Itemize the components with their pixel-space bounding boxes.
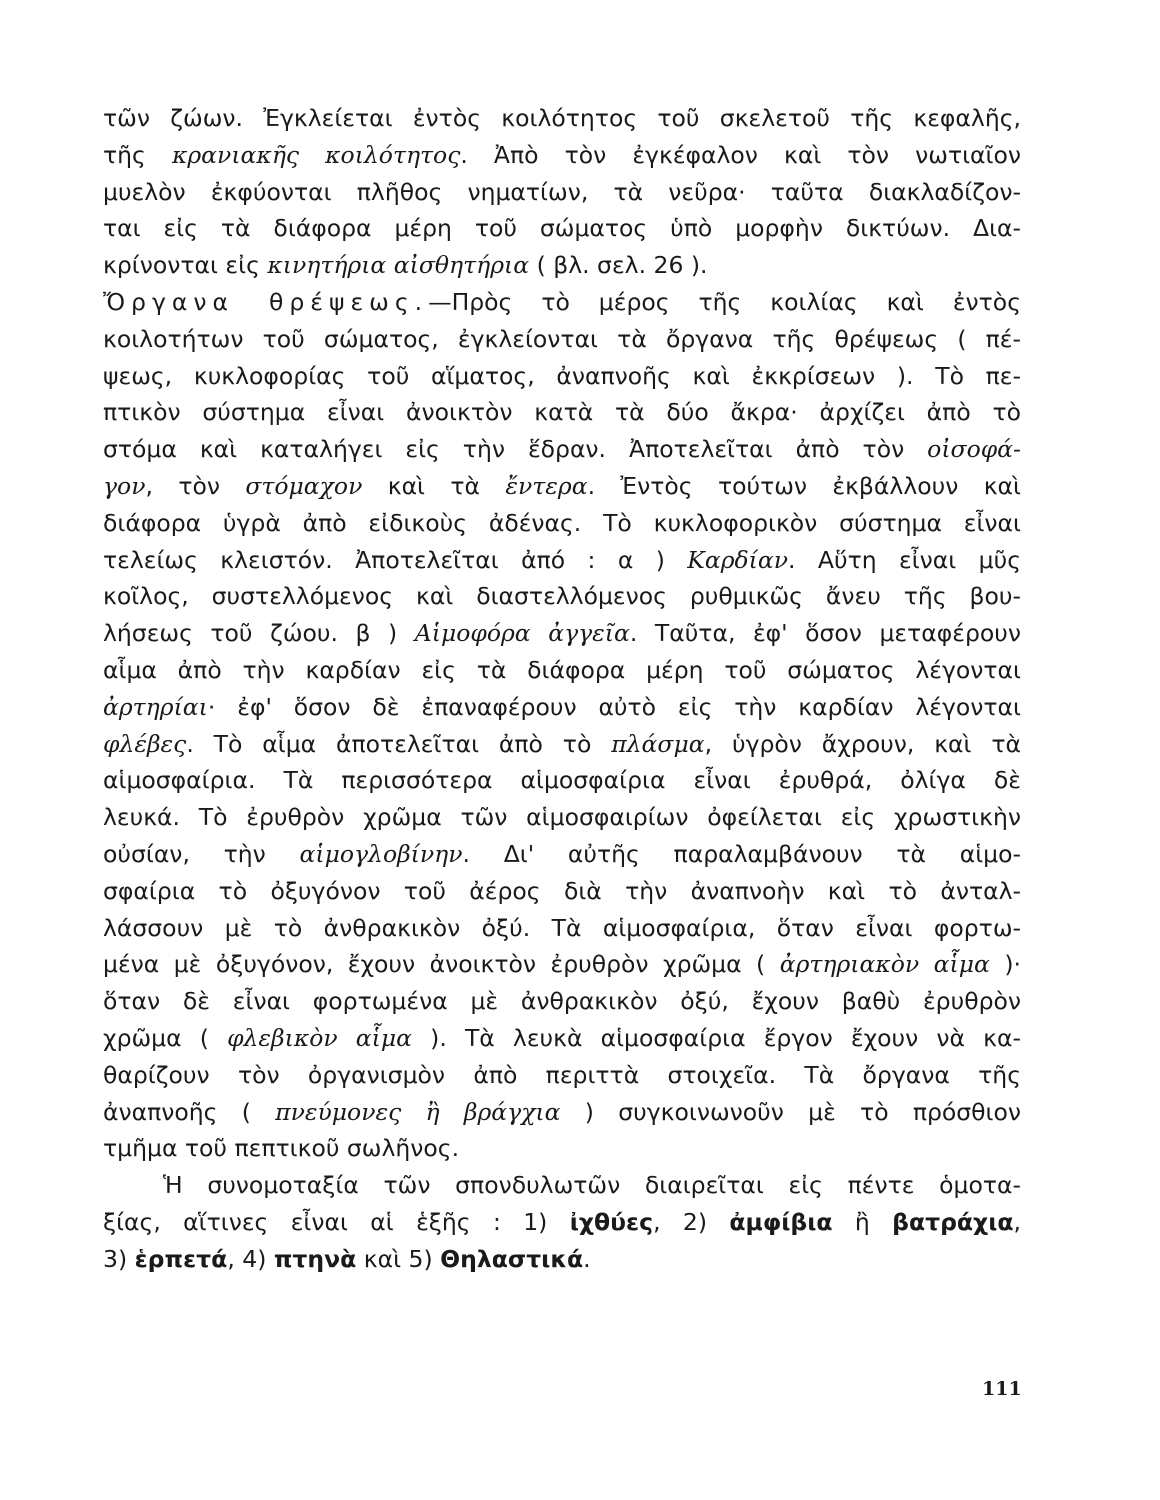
text-line: κρίνονται εἰς κινητήρια αἰσθητήρια ( βλ. σελ. 26 ). bbox=[103, 251, 708, 280]
text-line: λευκά. Τὸ ἐρυθρὸν χρῶμα τῶν αἱμοσφαιρίων ὀφείλεται εἰς χρωστικὴν bbox=[103, 803, 1021, 832]
italic-term: γον bbox=[103, 471, 146, 500]
italic-term: οἰσοφά- bbox=[927, 435, 1021, 464]
page-number: 111 bbox=[982, 1378, 1022, 1400]
text-line: τῶν ζώων. Ἐγκλείεται ἐντὸς κοιλότητος τοῦ σκελετοῦ τῆς κεφαλῆς, bbox=[103, 104, 1021, 132]
italic-term: Καρδίαν bbox=[687, 545, 789, 574]
bold-term: Θηλαστικά bbox=[440, 1244, 584, 1273]
text-line: λάσσουν μὲ τὸ ἀνθρακικὸν ὀξύ. Τὰ αἱμοσφαίρια, ὅταν εἶναι φορτω- bbox=[103, 913, 1021, 942]
text-line: οὐσίαν, τὴν αἱμογλοβίνην. Δι' αὐτῆς παραλαμβάνουν τὰ αἱμο- bbox=[103, 839, 1021, 868]
text-line: χρῶμα ( φλεβικὸν αἷμα ). Τὰ λευκὰ αἱμοσφαίρια ἔργον ἔχουν νὰ κα- bbox=[103, 1023, 1021, 1052]
text-line: γον, τὸν στόμαχον καὶ τὰ ἔντερα. Ἐντὸς τούτων ἐκβάλλουν καὶ bbox=[103, 471, 1021, 500]
text-line: τῆς κρανιακῆς κοιλότητος. Ἀπὸ τὸν ἐγκέφαλον καὶ τὸν νωτιαῖον bbox=[103, 140, 1021, 169]
italic-term: Αἱμοφόρα ἀγγεῖα bbox=[414, 619, 630, 648]
italic-term: πνεύμονες ἢ βράγχια bbox=[275, 1097, 561, 1126]
text-line: κοῖλος, συστελλόμενος καὶ διαστελλόμενος ρυθμικῶς ἄνευ τῆς βου- bbox=[103, 582, 1021, 611]
text-line: ξίας, αἵτινες εἶναι αἱ ἑξῆς : 1) ἰχθύες, 2) ἀμφίβια ἢ βατράχια, bbox=[103, 1207, 1021, 1236]
text-line: μένα μὲ ὀξυγόνον, ἔχουν ἀνοικτὸν ἐρυθρὸν χρῶμα ( ἀρτηριακὸν αἷμα )· bbox=[103, 950, 1022, 979]
text-line: ἀρτηρίαι· ἐφ' ὅσον δὲ ἐπαναφέρουν αὐτὸ εἰς τὴν καρδίαν λέγονται bbox=[103, 692, 1021, 721]
text-line: σφαίρια τὸ ὀξυγόνον τοῦ ἀέρος διὰ τὴν ἀναπνοὴν καὶ τὸ ἀνταλ- bbox=[103, 876, 1021, 905]
text-line: ὅταν δὲ εἶναι φορτωμένα μὲ ἀνθρακικὸν ὀξύ, ἔχουν βαθὺ ἐρυθρὸν bbox=[103, 987, 1021, 1016]
body-text bbox=[103, 100, 1021, 1278]
italic-term: ἀρτηριακὸν αἷμα bbox=[779, 950, 990, 979]
text-line: μυελὸν ἐκφύονται πλῆθος νηματίων, τὰ νεῦρα· ταῦτα διακλαδίζον- bbox=[103, 177, 1021, 206]
italic-term: αἱμογλοβίνην bbox=[299, 839, 463, 868]
text-line: ται εἰς τὰ διάφορα μέρη τοῦ σώματος ὑπὸ μορφὴν δικτύων. Δια- bbox=[103, 214, 1021, 243]
italic-term: φλεβικὸν αἷμα bbox=[227, 1023, 413, 1052]
text-line: ἀναπνοῆς ( πνεύμονες ἢ βράγχια ) συγκοινωνοῦν μὲ τὸ πρόσθιον bbox=[103, 1097, 1022, 1126]
bold-term: ἀμφίβια bbox=[729, 1207, 833, 1236]
italic-term: ἀρτηρίαι bbox=[103, 692, 208, 721]
bold-term: πτηνὰ bbox=[273, 1244, 357, 1273]
italic-term: κρανιακῆς κοιλότητος bbox=[171, 140, 461, 169]
text-line: φλέβες. Τὸ αἷμα ἀποτελεῖται ἀπὸ τὸ πλάσμα, ὑγρὸν ἄχρουν, καὶ τὰ bbox=[103, 729, 1021, 758]
text-line: κοιλοτήτων τοῦ σώματος, ἐγκλείονται τὰ ὄργανα τῆς θρέψεως ( πέ- bbox=[103, 324, 1021, 353]
text-line: πτικὸν σύστημα εἶναι ἀνοικτὸν κατὰ τὰ δύο ἄκρα· ἀρχίζει ἀπὸ τὸ bbox=[103, 398, 1021, 427]
text-line: ψεως, κυκλοφορίας τοῦ αἵματος, ἀναπνοῆς καὶ ἐκκρίσεων ). Τὸ πε- bbox=[103, 361, 1021, 390]
italic-term: πλάσμα bbox=[611, 729, 705, 758]
text-line: στόμα καὶ καταλήγει εἰς τὴν ἕδραν. Ἀποτελεῖται ἀπὸ τὸν οἰσοφά- bbox=[103, 435, 1021, 464]
text-line: λήσεως τοῦ ζώου. β ) Αἱμοφόρα ἀγγεῖα. Ταῦτα, ἐφ' ὅσον μεταφέρουν bbox=[103, 619, 1021, 648]
bold-term: βατράχια bbox=[892, 1207, 1014, 1236]
italic-term: κινητήρια αἰσθητήρια bbox=[267, 251, 530, 280]
bold-term: ἰχθύες bbox=[569, 1207, 654, 1236]
italic-term: στόμαχον bbox=[245, 471, 363, 500]
text-line: τμῆμα τοῦ πεπτικοῦ σωλῆνος. bbox=[103, 1134, 460, 1163]
italic-term: φλέβες bbox=[103, 729, 187, 758]
text-line: αἱμοσφαίρια. Τὰ περισσότερα αἱμοσφαίρια εἶναι ἐρυθρά, ὀλίγα δὲ bbox=[103, 766, 1021, 795]
bold-term: ἑρπετά bbox=[134, 1244, 228, 1273]
section-heading-line: Ὄργανα θρέψεως.—Πρὸς τὸ μέρος τῆς κοιλίας καὶ ἐντὸς bbox=[103, 287, 1021, 316]
text-line: τελείως κλειστόν. Ἀποτελεῖται ἀπό : α ) Καρδίαν. Αὕτη εἶναι μῦς bbox=[103, 545, 1021, 574]
text-line: διάφορα ὑγρὰ ἀπὸ εἰδικοὺς ἀδένας. Τὸ κυκλοφορικὸν σύστημα εἶναι bbox=[103, 508, 1021, 537]
section-heading: Ὄργανα θρέψεως. bbox=[103, 287, 429, 316]
italic-term: ἔντερα bbox=[505, 471, 588, 500]
text-line: 3) ἑρπετά, 4) πτηνὰ καὶ 5) Θηλαστικά. bbox=[103, 1244, 591, 1273]
text-line: αἷμα ἀπὸ τὴν καρδίαν εἰς τὰ διάφορα μέρη τοῦ σώματος λέγονται bbox=[103, 655, 1021, 684]
text-line: θαρίζουν τὸν ὀργανισμὸν ἀπὸ περιττὰ στοιχεῖα. Τὰ ὄργανα τῆς bbox=[103, 1060, 1021, 1089]
paragraph-start-line: Ἡ συνομοταξία τῶν σπονδυλωτῶν διαιρεῖται εἰς πέντε ὁμοτα- bbox=[163, 1171, 1021, 1200]
